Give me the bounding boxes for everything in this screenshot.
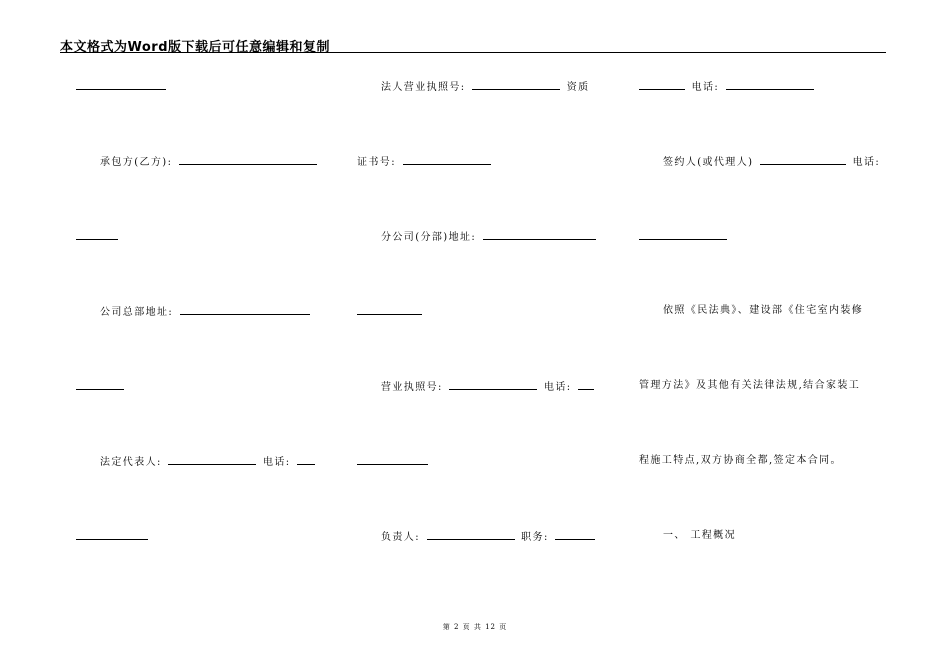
branch-address-field[interactable] — [483, 229, 596, 240]
paragraph-line-1: 依照《民法典》、建设部《住宅室内装修 — [663, 305, 864, 316]
blank-line-row — [76, 379, 126, 395]
legal-license-label: 法人营业执照号: — [381, 82, 466, 93]
phone-row — [639, 79, 816, 95]
responsible-label: 负责人: — [381, 532, 420, 543]
blank-field[interactable] — [76, 379, 124, 390]
blank-line-row — [357, 454, 430, 470]
business-license-row — [381, 379, 596, 395]
paragraph-line-3: 程施工特点,双方协商全都,签定本合同。 — [639, 455, 842, 466]
signatory-phone-label: 电话: — [852, 157, 881, 168]
page-number-footer: 第 2 页 共 12 页 — [442, 623, 508, 631]
qualification-label: 资质 — [566, 82, 590, 93]
phone-field[interactable] — [578, 379, 594, 390]
position-label: 职务: — [521, 532, 549, 543]
blank-field[interactable] — [76, 529, 148, 540]
blank-field[interactable] — [639, 229, 727, 240]
blank-field[interactable] — [357, 454, 428, 465]
responsible-row — [381, 529, 597, 545]
responsible-field[interactable] — [427, 529, 515, 540]
phone-label: 电话: — [691, 82, 720, 93]
legal-rep-label: 法定代表人: — [100, 457, 162, 468]
blank-line-row — [639, 229, 729, 245]
blank-line-row — [357, 304, 424, 320]
document-header-title: 本文格式为Word版下载后可任意编辑和复制 — [60, 40, 331, 55]
company-hq-row — [100, 304, 312, 320]
company-hq-label: 公司总部地址: — [100, 307, 174, 318]
signatory-row — [663, 154, 880, 170]
contractor-label: 承包方(乙方): — [100, 157, 173, 168]
contractor-field[interactable] — [179, 154, 317, 165]
section-heading: 一、 工程概况 — [663, 530, 736, 541]
phone-label: 电话: — [262, 457, 291, 468]
contractor-row — [100, 154, 319, 170]
company-hq-field[interactable] — [180, 304, 310, 315]
legal-license-row — [381, 79, 590, 95]
branch-address-row — [381, 229, 598, 245]
blank-line-row — [76, 229, 120, 245]
phone-field[interactable] — [726, 79, 814, 90]
business-license-field[interactable] — [449, 379, 537, 390]
branch-address-label: 分公司(分部)地址: — [381, 232, 477, 243]
blank-field[interactable] — [357, 304, 422, 315]
position-field[interactable] — [555, 529, 595, 540]
blank-field[interactable] — [639, 79, 685, 90]
legal-license-field[interactable] — [472, 79, 560, 90]
certificate-label: 证书号: — [357, 157, 396, 168]
blank-line-row — [76, 79, 168, 95]
blank-field[interactable] — [76, 229, 118, 240]
business-license-label: 营业执照号: — [381, 382, 443, 393]
signatory-label: 签约人(或代理人) — [663, 157, 754, 168]
paragraph-line-2: 管理方法》及其他有关法律法规,结合家装工 — [639, 380, 861, 391]
phone-field[interactable] — [297, 454, 315, 465]
header-divider — [60, 52, 886, 53]
certificate-row — [357, 154, 493, 170]
phone-label: 电话: — [543, 382, 572, 393]
legal-rep-field[interactable] — [168, 454, 256, 465]
legal-rep-row — [100, 454, 317, 470]
certificate-field[interactable] — [403, 154, 491, 165]
signatory-field[interactable] — [760, 154, 846, 165]
blank-line-row — [76, 529, 150, 545]
blank-field[interactable] — [76, 79, 166, 90]
